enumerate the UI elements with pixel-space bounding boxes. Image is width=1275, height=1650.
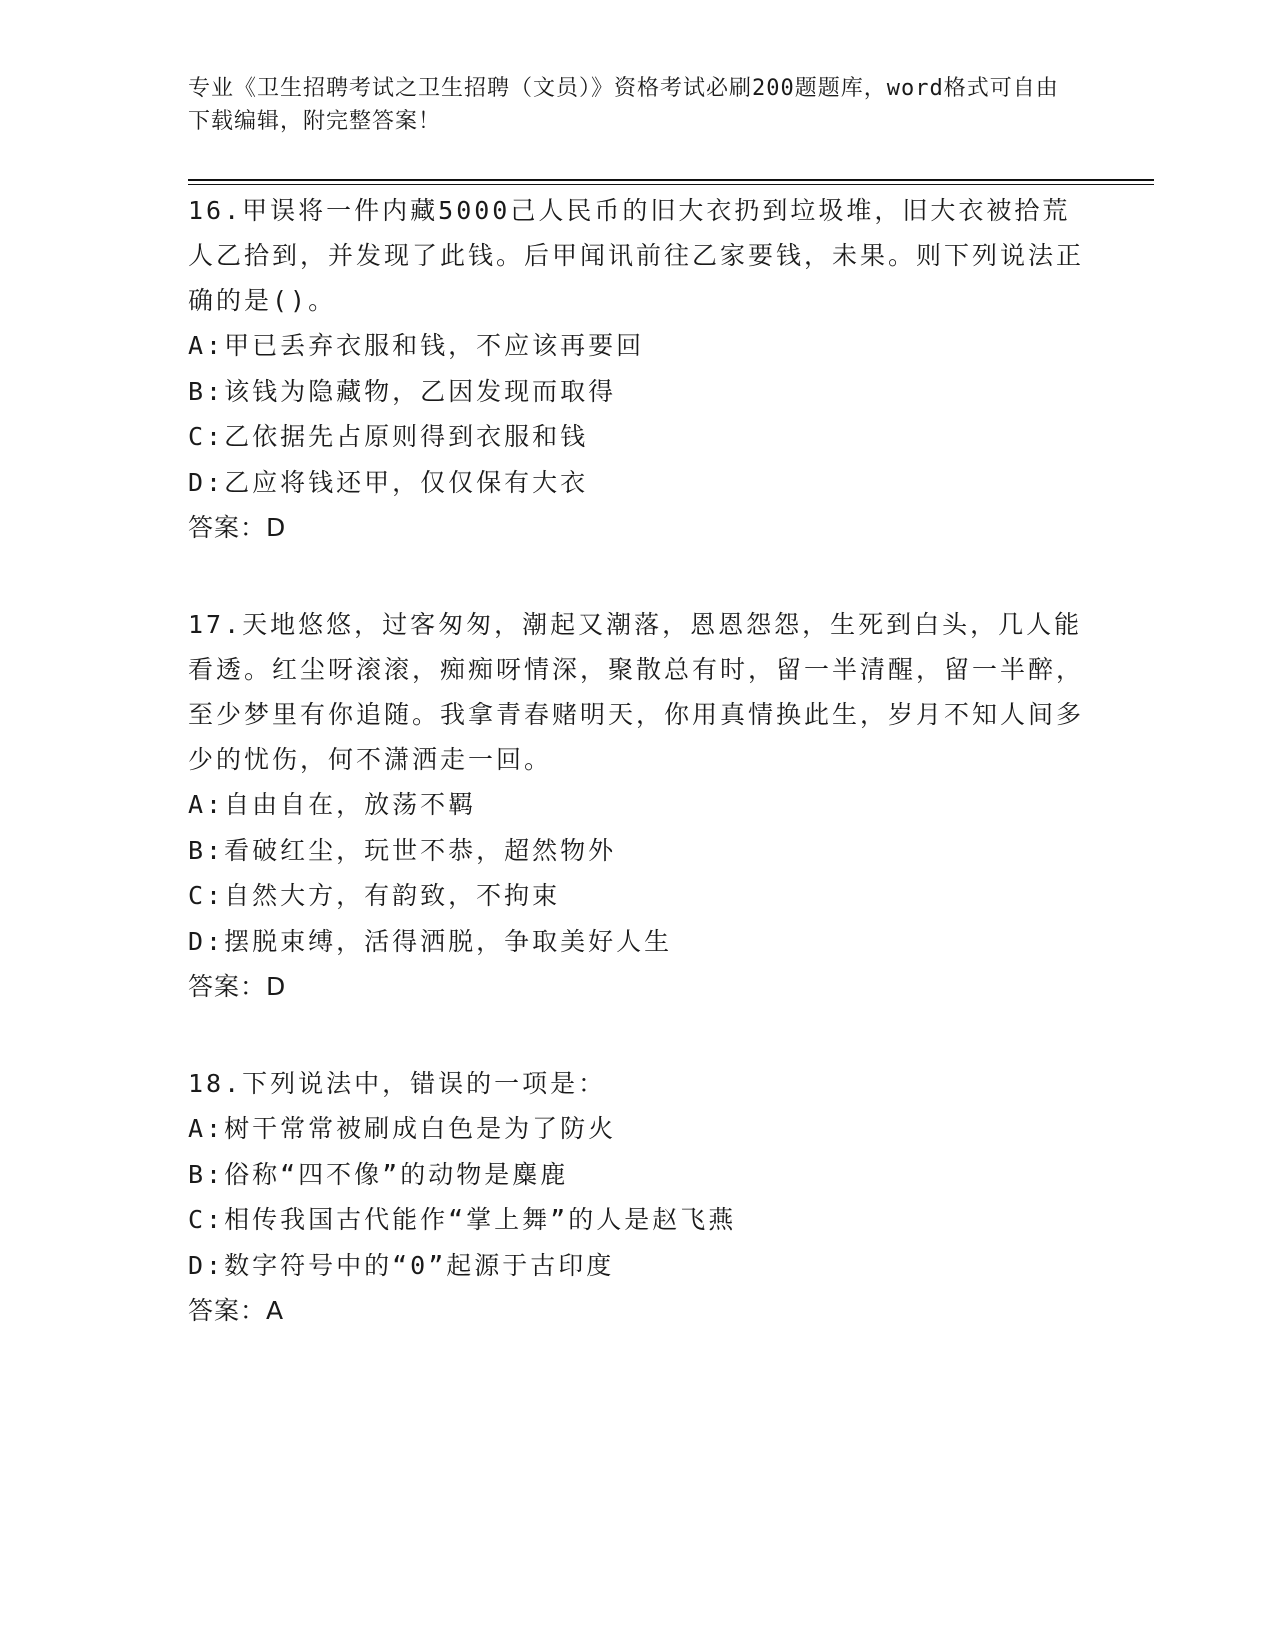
option-d: D:乙应将钱还甲，仅仅保有大衣 — [188, 467, 589, 497]
question-17 — [188, 602, 1088, 1009]
answer-line: 答案：A — [188, 1296, 285, 1325]
option-b: B:该钱为隐藏物，乙因发现而取得 — [188, 376, 617, 406]
option-a: A:甲已丢弃衣服和钱，不应该再要回 — [188, 331, 645, 360]
question-text: 16.甲误将一件内藏5000己人民币的旧大衣扔到垃圾堆，旧大衣被拾荒人乙拾到，并发现了此钱。后甲闻讯前往乙家要钱，未果。则下列说法正确的是()。 — [188, 196, 1085, 315]
question-16 — [188, 188, 1088, 550]
option-a: A:树干常常被刷成白色是为了防火 — [188, 1114, 617, 1143]
option-b: B:看破红尘，玩世不恭，超然物外 — [188, 835, 617, 865]
option-c: C:相传我国古代能作“掌上舞”的人是赵飞燕 — [188, 1205, 737, 1234]
question-list — [188, 188, 1088, 1333]
header-divider-thin — [188, 184, 1154, 185]
option-a: A:自由自在，放荡不羁 — [188, 790, 477, 819]
option-d: D:数字符号中的“0”起源于古印度 — [188, 1250, 615, 1280]
option-b: B:俗称“四不像”的动物是麋鹿 — [188, 1159, 569, 1189]
option-d: D:摆脱束缚，活得洒脱，争取美好人生 — [188, 926, 673, 956]
option-c: C:乙依据先占原则得到衣服和钱 — [188, 422, 589, 451]
question-18 — [188, 1061, 1088, 1333]
option-c: C:自然大方，有韵致，不拘束 — [188, 881, 561, 910]
document-header: 专业《卫生招聘考试之卫生招聘（文员）》资格考试必刷200题题库，word格式可自由下载编辑，附完整答案！ — [188, 76, 1059, 134]
answer-line: 答案：D — [188, 972, 287, 1001]
header-divider-thick — [188, 179, 1154, 181]
question-text: 18.下列说法中，错误的一项是： — [188, 1069, 607, 1098]
question-text: 17.天地悠悠，过客匆匆，潮起又潮落，恩恩怨怨，生死到白头，几人能看透。红尘呀滚滚，痴痴呀情深，聚散总有时，留一半清醒，留一半醉，至少梦里有你追随。我拿青春赌明天，你用真情换此生，岁月不知人间多少的忧伤，何不潇洒走一回。 — [188, 610, 1085, 774]
answer-line: 答案：D — [188, 513, 287, 542]
